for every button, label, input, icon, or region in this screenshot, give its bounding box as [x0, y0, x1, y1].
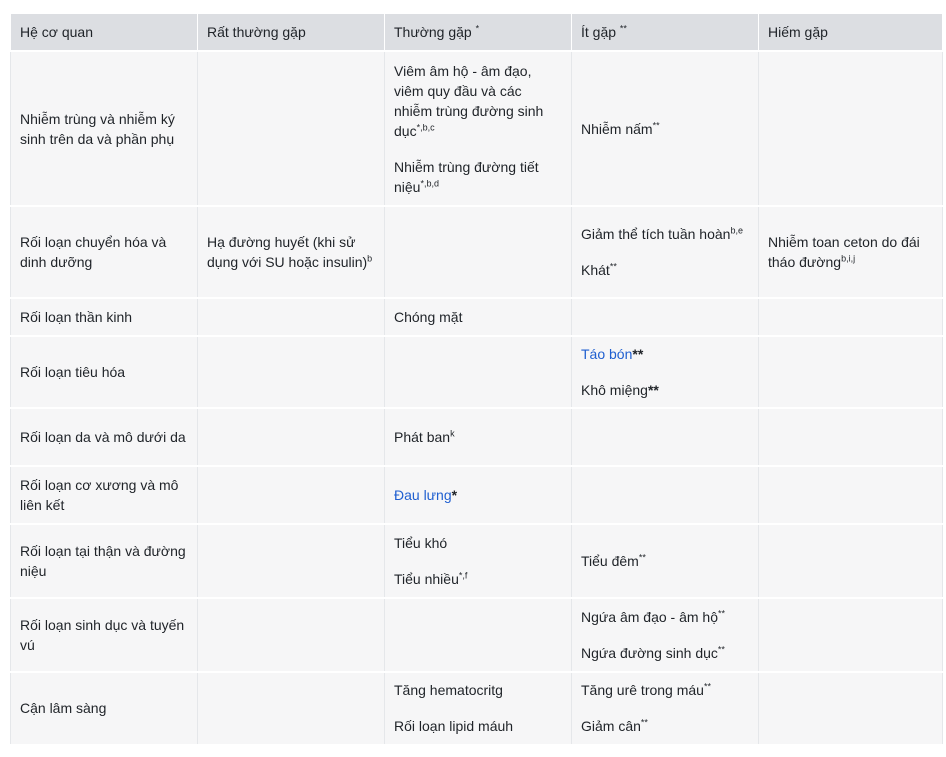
- header-uncommon: [572, 14, 759, 52]
- header-uncommon-footnote: **: [619, 23, 627, 34]
- reaction-item: [394, 716, 562, 736]
- reaction-footnote: *,b,d: [420, 177, 439, 188]
- reaction-footnote: **: [718, 608, 726, 619]
- reaction-text: Tiểu nhiều: [394, 571, 459, 587]
- header-very-common: [198, 14, 385, 52]
- reaction-text: Tiểu khó: [394, 535, 448, 551]
- organ-cell: [11, 598, 198, 672]
- very-common-cell: [198, 206, 385, 298]
- reaction-item: [581, 224, 749, 244]
- header-uncommon-label: Ít gặp: [581, 24, 617, 40]
- table-row: [11, 298, 943, 336]
- organ-cell: [11, 466, 198, 524]
- organ-label: Rối loạn chuyển hóa và dinh dưỡng: [20, 234, 167, 270]
- header-organ-system-label: Hệ cơ quan: [20, 24, 94, 40]
- organ-cell: [11, 51, 198, 206]
- uncommon-cell: [572, 206, 759, 298]
- reaction-item: [581, 607, 749, 627]
- reaction-item: [581, 119, 749, 139]
- reaction-item: [581, 716, 749, 736]
- table-row: [11, 466, 943, 524]
- reaction-text: Ngứa âm đạo - âm hộ: [581, 609, 718, 625]
- header-common: [385, 14, 572, 52]
- rare-cell: [759, 206, 943, 298]
- table-row: [11, 598, 943, 672]
- reaction-text: Viêm âm hộ - âm đạo, viêm quy đầu và các nhiễm trùng đường sinh dục: [394, 62, 544, 139]
- common-cell: [385, 524, 572, 598]
- reaction-item: [394, 61, 562, 141]
- reaction-footnote: *,b,c: [416, 121, 435, 132]
- organ-cell: [11, 336, 198, 408]
- very-common-cell: [198, 672, 385, 744]
- common-cell: [385, 408, 572, 466]
- rare-cell: [759, 408, 943, 466]
- organ-cell: [11, 298, 198, 336]
- uncommon-cell: [572, 524, 759, 598]
- reaction-item: [581, 680, 749, 700]
- reaction-footnote: **: [703, 681, 711, 692]
- common-cell: [385, 672, 572, 744]
- reaction-footnote: **: [647, 382, 659, 398]
- table-row: [11, 206, 943, 298]
- reaction-footnote: **: [609, 261, 617, 272]
- reaction-text: Hạ đường huyết (khi sử dụng với SU hoặc insulin): [207, 234, 368, 270]
- rare-cell: [759, 598, 943, 672]
- common-cell: [385, 51, 572, 206]
- organ-label: Rối loạn thần kinh: [20, 309, 133, 325]
- adverse-reactions-table-wrapper: [10, 13, 942, 745]
- reaction-footnote: **: [638, 552, 646, 563]
- reaction-text: Ngứa đường sinh dục: [581, 645, 718, 661]
- reaction-item: [581, 643, 749, 663]
- reaction-text: Nhiễm trùng đường tiết niệu: [394, 158, 539, 195]
- organ-label: Rối loạn cơ xương và mô liên kết: [20, 477, 179, 513]
- reaction-item: [581, 380, 749, 400]
- uncommon-cell: [572, 336, 759, 408]
- reaction-text: Khát: [581, 262, 610, 278]
- common-cell: [385, 598, 572, 672]
- table-row: [11, 408, 943, 466]
- reaction-item: [394, 569, 562, 589]
- organ-label: Cận lâm sàng: [20, 700, 107, 717]
- reaction-item: [207, 232, 375, 272]
- uncommon-cell: [572, 598, 759, 672]
- table-header-row: [11, 14, 943, 52]
- uncommon-cell: [572, 672, 759, 744]
- reaction-text: Giảm thể tích tuần hoàn: [581, 226, 731, 242]
- reaction-text: Rối loạn lipid máuh: [394, 718, 514, 735]
- very-common-cell: [198, 598, 385, 672]
- adverse-reactions-table: [10, 13, 943, 745]
- reaction-footnote: **: [640, 717, 648, 728]
- reaction-item: [581, 260, 749, 280]
- common-cell: [385, 336, 572, 408]
- reaction-text: Khô miệng: [581, 382, 648, 398]
- very-common-cell: [198, 298, 385, 336]
- reaction-text: Tiểu đêm: [581, 553, 639, 569]
- very-common-cell: [198, 51, 385, 206]
- common-cell: [385, 466, 572, 524]
- header-rare: [759, 14, 943, 52]
- reaction-footnote: **: [652, 119, 660, 130]
- header-common-footnote: *: [475, 23, 480, 34]
- back-pain-link[interactable]: Đau lưng: [394, 487, 452, 503]
- reaction-item: [768, 232, 933, 272]
- organ-cell: [11, 524, 198, 598]
- organ-label: Rối loạn da và mô dưới da: [20, 429, 186, 445]
- table-row: [11, 336, 943, 408]
- organ-cell: [11, 206, 198, 298]
- table-row: [11, 51, 943, 206]
- reaction-footnote: *,f: [458, 570, 468, 581]
- rare-cell: [759, 466, 943, 524]
- table-row: [11, 672, 943, 744]
- organ-cell: [11, 672, 198, 744]
- reaction-item: [581, 344, 749, 364]
- rare-cell: [759, 51, 943, 206]
- reaction-footnote: *: [451, 487, 458, 503]
- reaction-text: Nhiễm toan ceton do đái tháo đường: [768, 234, 920, 270]
- rare-cell: [759, 298, 943, 336]
- uncommon-cell: [572, 408, 759, 466]
- rare-cell: [759, 524, 943, 598]
- very-common-cell: [198, 524, 385, 598]
- reaction-footnote: k: [450, 428, 455, 439]
- reaction-footnote: **: [717, 644, 725, 655]
- reaction-text: Tăng urê trong máu: [581, 682, 704, 699]
- header-very-common-label: Rất thường gặp: [207, 24, 306, 40]
- reaction-text: Tăng hematocritg: [394, 682, 503, 699]
- very-common-cell: [198, 408, 385, 466]
- header-organ-system: [11, 14, 198, 52]
- rare-cell: [759, 672, 943, 744]
- rare-cell: [759, 336, 943, 408]
- reaction-footnote: b,i,j: [841, 253, 856, 264]
- reaction-text: Giảm cân: [581, 718, 641, 735]
- reaction-footnote: b,e: [730, 225, 743, 236]
- reaction-item: [394, 680, 562, 700]
- reaction-text: Chóng mặt: [394, 309, 463, 325]
- uncommon-cell: [572, 298, 759, 336]
- uncommon-cell: [572, 51, 759, 206]
- uncommon-cell: [572, 466, 759, 524]
- constipation-link[interactable]: Táo bón: [581, 346, 633, 362]
- header-rare-label: Hiếm gặp: [768, 24, 828, 40]
- reaction-item: [394, 533, 562, 553]
- header-common-label: Thường gặp: [394, 24, 472, 40]
- common-cell: [385, 206, 572, 298]
- reaction-text: Nhiễm nấm: [581, 120, 653, 137]
- very-common-cell: [198, 466, 385, 524]
- reaction-footnote: b: [367, 253, 373, 264]
- organ-label: Rối loạn tiêu hóa: [20, 364, 126, 380]
- reaction-item: [394, 157, 562, 197]
- reaction-text: Phát ban: [394, 429, 451, 445]
- organ-label: Nhiễm trùng và nhiễm ký sinh trên da và phần phụ: [20, 110, 175, 147]
- organ-label: Rối loạn sinh dục và tuyến vú: [20, 617, 185, 653]
- reaction-footnote: **: [632, 346, 644, 362]
- common-cell: [385, 298, 572, 336]
- table-row: [11, 524, 943, 598]
- organ-label: Rối loạn tại thận và đường niệu: [20, 543, 186, 579]
- organ-cell: [11, 408, 198, 466]
- very-common-cell: [198, 336, 385, 408]
